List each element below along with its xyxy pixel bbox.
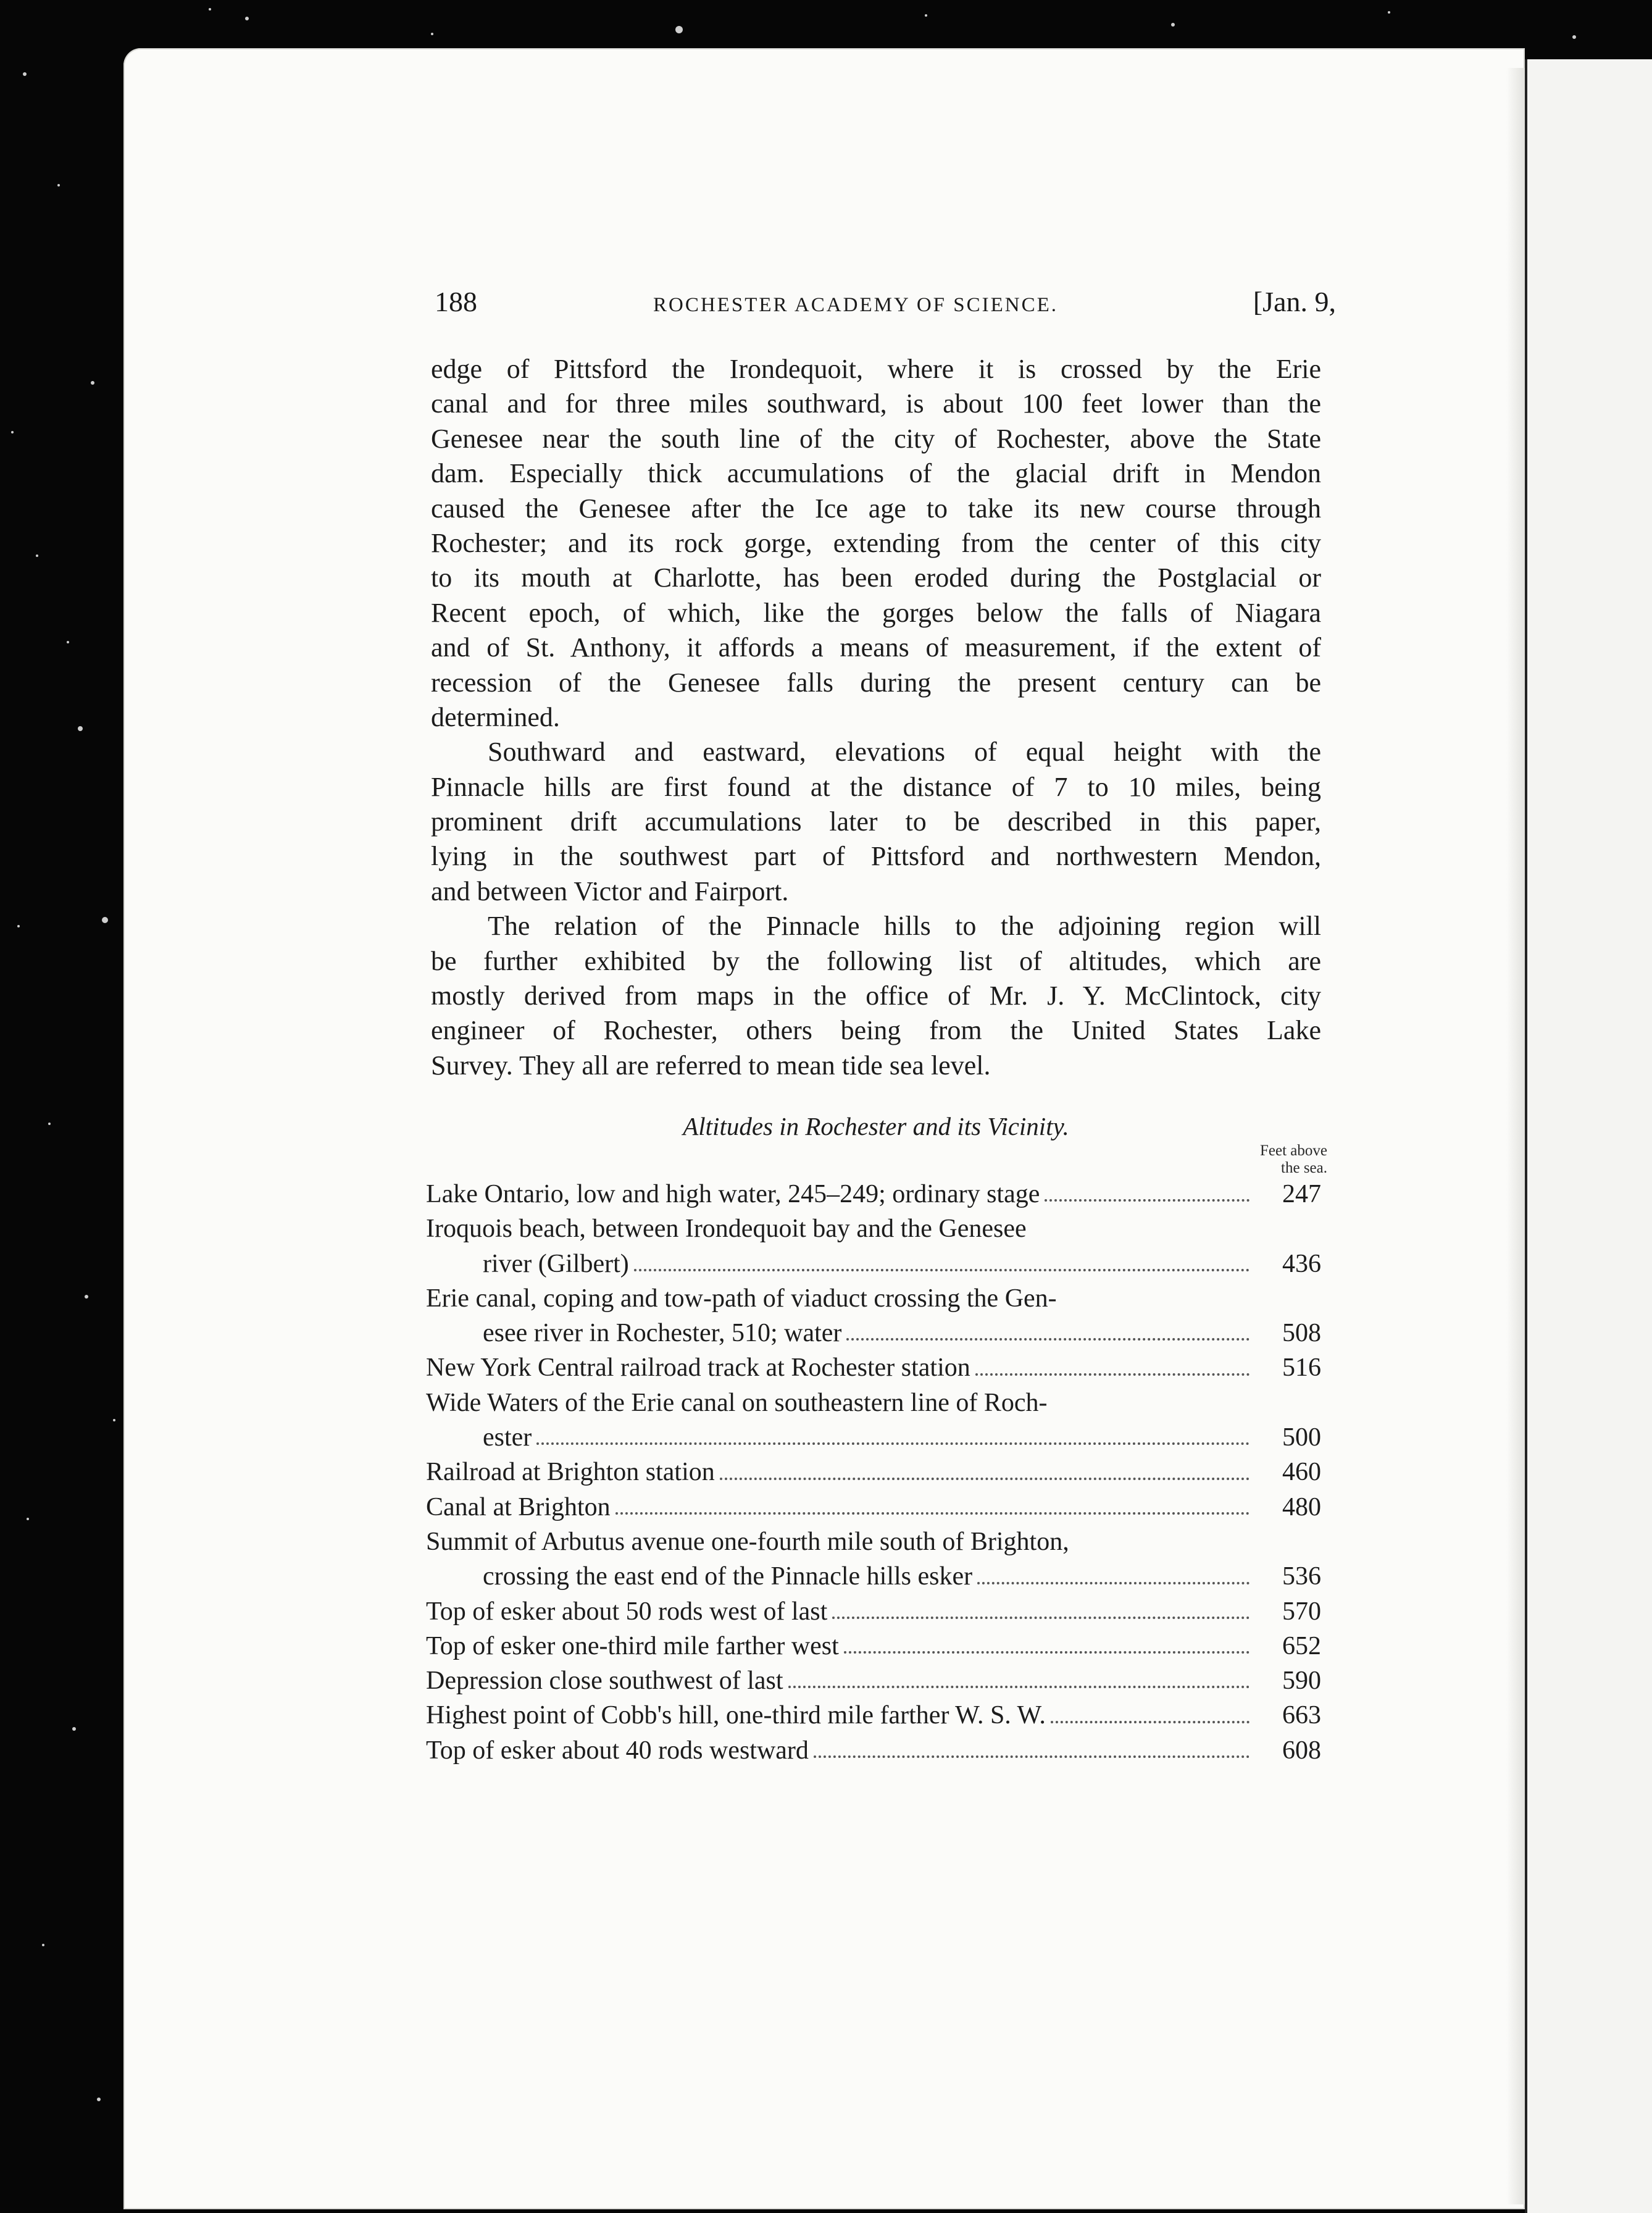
dot-leader <box>844 1629 1249 1654</box>
facing-page-edge <box>1525 59 1652 2213</box>
table-row-line <box>426 1698 1321 1733</box>
table-row-line <box>426 1594 1321 1629</box>
dot-leader <box>634 1247 1249 1271</box>
dot-leader <box>846 1316 1249 1341</box>
text-line: engineer of Rochester, others being from the United States Lake <box>431 1015 1321 1046</box>
table-row-line <box>426 1420 1321 1455</box>
table-row <box>426 1490 1321 1525</box>
place-description: crossing the east end of the Pinnacle hills esker <box>483 1562 973 1591</box>
dot-leader <box>975 1350 1249 1375</box>
issue-date: [Jan. 9, <box>1253 286 1336 317</box>
text-line: caused the Genesee after the Ice age to take its new course through <box>431 493 1321 524</box>
table-row <box>426 1281 1321 1351</box>
place-description: Top of esker one-third mile farther west <box>426 1631 839 1660</box>
table-row-line <box>426 1629 1321 1663</box>
text-line: Rochester; and its rock gorge, extending from the center of this city <box>431 527 1321 558</box>
altitude-value: 436 <box>1282 1249 1321 1278</box>
table-row-line <box>426 1525 1321 1559</box>
place-description: Iroquois beach, between Irondequoit bay and the Genesee <box>426 1215 1027 1244</box>
place-description: Wide Waters of the Erie canal on southeastern line of Roch- <box>426 1388 1048 1417</box>
dot-leader <box>977 1559 1249 1584</box>
place-description: New York Central railroad track at Rochester station <box>426 1353 970 1383</box>
text-line: prominent drift accumulations later to be described in this paper, <box>431 806 1321 837</box>
table-row-line <box>426 1455 1321 1489</box>
altitude-table <box>426 1177 1321 1768</box>
text-line: Southward and eastward, elevations of equal height with the <box>488 737 1321 768</box>
text-line: edge of Pittsford the Irondequoit, where it is crossed by the Erie <box>431 354 1321 384</box>
text-line: Survey. They all are referred to mean tide sea level. <box>431 1050 991 1081</box>
spacer <box>1069 1525 1257 1559</box>
table-row-line <box>426 1177 1321 1211</box>
text-line: canal and for three miles southward, is about 100 feet lower than the <box>431 388 1321 419</box>
text-line: lying in the southwest part of Pittsford and northwestern Mendon, <box>431 841 1321 872</box>
altitude-value: 516 <box>1282 1353 1321 1383</box>
table-row <box>426 1698 1321 1733</box>
altitude-value: 508 <box>1282 1319 1321 1348</box>
table-row-line <box>426 1490 1321 1525</box>
altitude-value: 663 <box>1282 1701 1321 1730</box>
text-line: Genesee near the south line of the city of Rochester, above the State <box>431 423 1321 454</box>
dot-leader <box>720 1455 1249 1479</box>
place-description: Depression close southwest of last <box>426 1667 783 1696</box>
place-description: Top of esker about 50 rods west of last <box>426 1597 828 1626</box>
place-description: Canal at Brighton <box>426 1492 611 1521</box>
place-description: Lake Ontario, low and high water, 245–249; ordinary stage <box>426 1180 1040 1208</box>
place-description: ester <box>483 1423 532 1452</box>
table-row-line <box>426 1663 1321 1698</box>
dot-leader <box>1045 1177 1249 1202</box>
altitude-value: 500 <box>1282 1423 1321 1452</box>
table-row <box>426 1177 1321 1211</box>
table-row <box>426 1663 1321 1698</box>
table-row-line <box>426 1211 1321 1246</box>
altitude-value: 590 <box>1282 1667 1321 1696</box>
table-row-line <box>426 1559 1321 1594</box>
altitude-value: 536 <box>1282 1562 1321 1591</box>
altitude-value: 570 <box>1282 1597 1321 1626</box>
table-row <box>426 1594 1321 1629</box>
table-row <box>426 1455 1321 1489</box>
text-line: Pinnacle hills are first found at the distance of 7 to 10 miles, being <box>431 771 1321 802</box>
table-title: Altitudes in Rochester and its Vicinity. <box>683 1112 1069 1140</box>
text-line: to its mouth at Charlotte, has been eroded during the Postglacial or <box>431 563 1321 593</box>
spacer <box>1057 1281 1257 1316</box>
table-row <box>426 1211 1321 1281</box>
column-header-line: the sea. <box>1281 1160 1327 1176</box>
dot-leader <box>1051 1698 1249 1723</box>
altitude-value <box>1257 1211 1321 1246</box>
place-description: esee river in Rochester, 510; water <box>483 1319 842 1348</box>
table-row <box>426 1525 1321 1594</box>
text-line: and of St. Anthony, it affords a means of measurement, if the extent of <box>431 632 1321 663</box>
place-description: Top of esker about 40 rods westward <box>426 1736 809 1765</box>
dot-leader <box>832 1594 1249 1619</box>
page-number: 188 <box>435 286 477 317</box>
dot-leader <box>814 1733 1249 1758</box>
altitude-value <box>1257 1525 1321 1559</box>
dot-leader <box>788 1663 1249 1688</box>
table-row <box>426 1629 1321 1663</box>
journal-title: ROCHESTER ACADEMY OF SCIENCE. <box>653 294 1059 316</box>
table-row <box>426 1386 1321 1455</box>
text-line: recession of the Genesee falls during the present century can be <box>431 667 1321 698</box>
table-row-line <box>426 1281 1321 1316</box>
place-description: Highest point of Cobb's hill, one-third mile farther W. S. W. <box>426 1701 1046 1730</box>
paragraph <box>431 352 1321 735</box>
text-line: mostly derived from maps in the office of Mr. J. Y. McClintock, city <box>431 981 1321 1011</box>
altitude-value: 247 <box>1282 1180 1321 1208</box>
place-description: river (Gilbert) <box>483 1249 629 1278</box>
place-description: Summit of Arbutus avenue one-fourth mile south of Brighton, <box>426 1527 1069 1556</box>
table-row-line <box>426 1386 1321 1420</box>
altitude-value: 480 <box>1282 1492 1321 1521</box>
table-row-line <box>426 1247 1321 1281</box>
table-row <box>426 1350 1321 1385</box>
running-head <box>435 285 1336 328</box>
text-line: Recent epoch, of which, like the gorges below the falls of Niagara <box>431 597 1321 628</box>
table-row-line <box>426 1733 1321 1768</box>
spacer <box>1027 1211 1257 1246</box>
spacer <box>1047 1386 1257 1420</box>
table-row-line <box>426 1350 1321 1385</box>
text-line: dam. Especially thick accumulations of the glacial drift in Mendon <box>431 458 1321 489</box>
page-gutter <box>1506 68 1525 2204</box>
text-line: be further exhibited by the following list of altitudes, which are <box>431 945 1321 976</box>
altitude-value <box>1257 1386 1321 1420</box>
column-header <box>1191 1142 1327 1177</box>
column-header-line: Feet above <box>1260 1142 1327 1159</box>
table-row <box>426 1733 1321 1768</box>
altitude-value <box>1257 1281 1321 1316</box>
altitude-value: 652 <box>1282 1631 1321 1660</box>
paragraph <box>431 909 1321 1083</box>
place-description: Railroad at Brighton station <box>426 1458 715 1487</box>
paragraph <box>431 735 1321 909</box>
altitude-value: 460 <box>1282 1458 1321 1487</box>
table-row-line <box>426 1316 1321 1350</box>
altitude-value: 608 <box>1282 1736 1321 1765</box>
text-line: and between Victor and Fairport. <box>431 876 789 906</box>
body-text <box>431 352 1321 1083</box>
dot-leader <box>615 1490 1249 1515</box>
text-line: determined. <box>431 701 560 732</box>
place-description: Erie canal, coping and tow-path of viaduct crossing the Gen- <box>426 1284 1057 1313</box>
text-line: The relation of the Pinnacle hills to the adjoining region will <box>488 911 1321 942</box>
dot-leader <box>536 1420 1249 1445</box>
